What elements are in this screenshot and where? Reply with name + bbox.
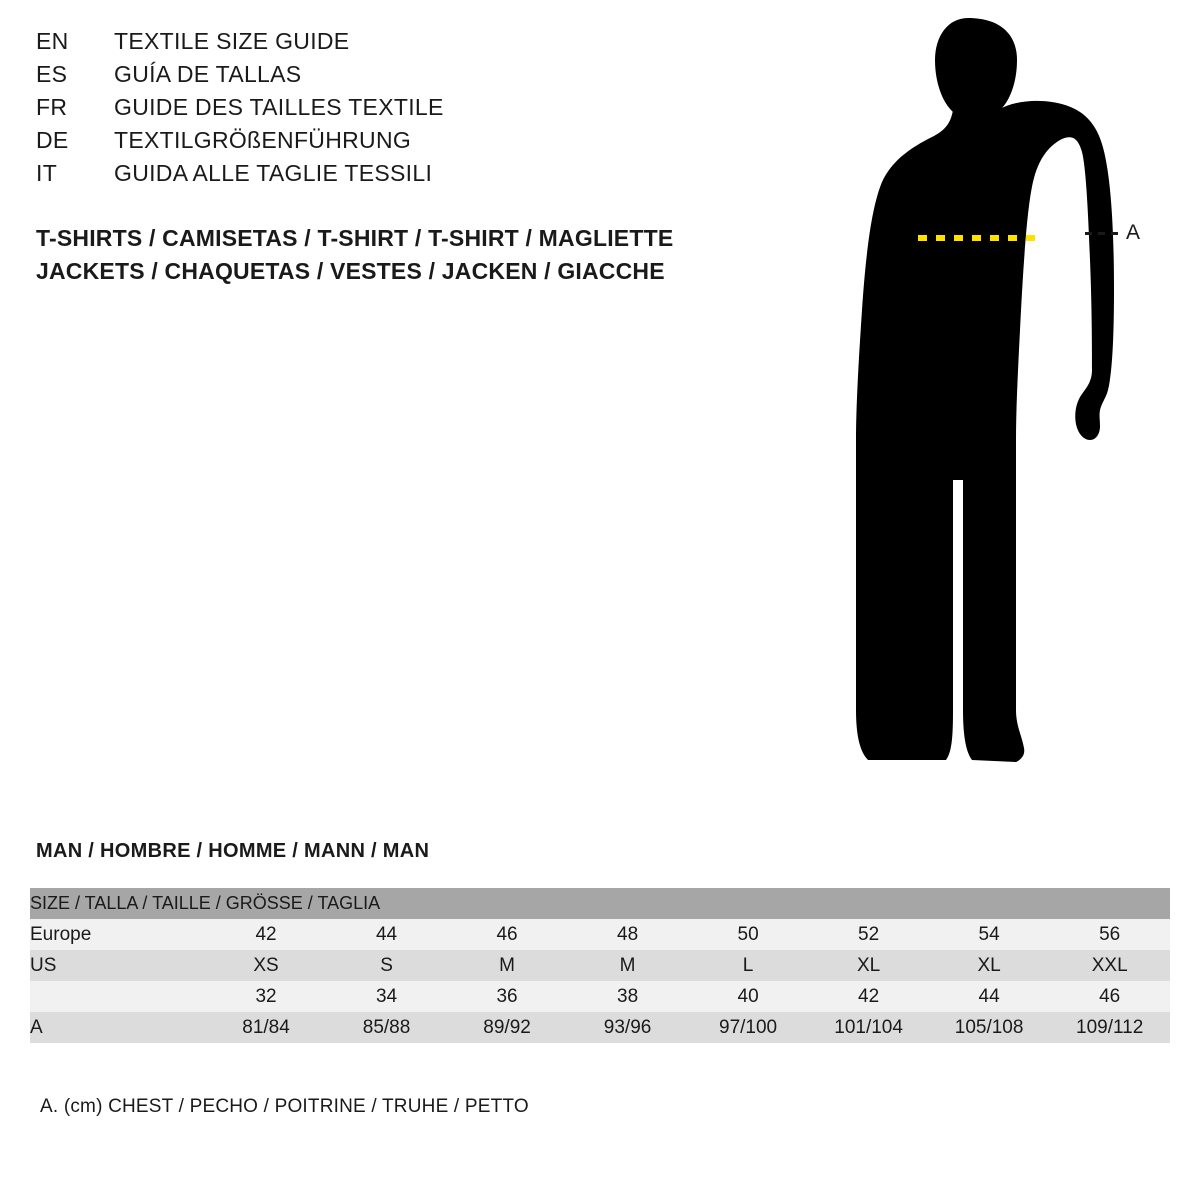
cell-value: M [567, 950, 688, 981]
cell-value: 85/88 [326, 1012, 447, 1043]
garment-type-jackets: JACKETS / CHAQUETAS / VESTES / JACKEN / GIACCHE [36, 258, 665, 284]
cell-value: 44 [929, 981, 1050, 1012]
cell-value: 36 [447, 981, 568, 1012]
cell-value: S [326, 950, 447, 981]
row-label-europe: Europe [30, 919, 206, 950]
garment-type-list [36, 222, 796, 288]
cell-value: XXL [1049, 950, 1170, 981]
cell-value: 81/84 [206, 1012, 327, 1043]
cell-value: 44 [326, 919, 447, 950]
language-text: GUÍA DE TALLAS [114, 61, 302, 87]
language-row [36, 160, 736, 193]
language-code: EN [36, 28, 69, 54]
cell-value: L [688, 950, 809, 981]
language-code: IT [36, 160, 58, 186]
row-label-us: US [30, 950, 206, 981]
row-label-blank [30, 981, 206, 1012]
table-section-title: MAN / HOMBRE / HOMME / MANN / MAN [36, 840, 430, 862]
cell-value: M [447, 950, 568, 981]
cell-value: 38 [567, 981, 688, 1012]
cell-value: 93/96 [567, 1012, 688, 1043]
cell-value: 32 [206, 981, 327, 1012]
language-text: GUIDE DES TAILLES TEXTILE [114, 94, 444, 120]
language-code: FR [36, 94, 68, 120]
language-text: TEXTILGRÖßENFÜHRUNG [114, 127, 412, 153]
garment-type-tshirts: T-SHIRTS / CAMISETAS / T-SHIRT / T-SHIRT / MAGLIETTE [36, 225, 674, 251]
measure-leader-dashes [1085, 232, 1119, 235]
cell-value: 42 [206, 919, 327, 950]
language-code: DE [36, 127, 69, 153]
cell-value: 34 [326, 981, 447, 1012]
language-row [36, 127, 736, 160]
language-row [36, 61, 736, 94]
cell-value: 40 [688, 981, 809, 1012]
cell-value: 46 [1049, 981, 1170, 1012]
silhouette-svg [820, 10, 1180, 800]
measure-label-a: A [1126, 221, 1141, 244]
cell-value: XS [206, 950, 327, 981]
cell-value: 52 [808, 919, 929, 950]
language-row [36, 94, 736, 127]
cell-value: 101/104 [808, 1012, 929, 1043]
cell-value: 46 [447, 919, 568, 950]
cell-value: 109/112 [1049, 1012, 1170, 1043]
language-row [36, 28, 736, 61]
cell-value: 56 [1049, 919, 1170, 950]
cell-value: 42 [808, 981, 929, 1012]
cell-value: 89/92 [447, 1012, 568, 1043]
language-text: GUIDA ALLE TAGLIE TESSILI [114, 160, 433, 186]
male-silhouette-illustration [820, 10, 1180, 800]
table-header-label: SIZE / TALLA / TAILLE / GRÖSSE / TAGLIA [30, 888, 1170, 919]
cell-value: 54 [929, 919, 1050, 950]
cell-value: 97/100 [688, 1012, 809, 1043]
cell-value: 50 [688, 919, 809, 950]
table-row [30, 919, 1170, 950]
language-code: ES [36, 61, 68, 87]
table-row [30, 981, 1170, 1012]
language-text: TEXTILE SIZE GUIDE [114, 28, 350, 54]
table-row [30, 950, 1170, 981]
table-row [30, 1012, 1170, 1043]
row-label-a: A [30, 1012, 206, 1043]
language-list [36, 28, 736, 193]
cell-value: XL [808, 950, 929, 981]
table-footnote: A. (cm) CHEST / PECHO / POITRINE / TRUHE / PETTO [40, 1096, 529, 1117]
cell-value: XL [929, 950, 1050, 981]
cell-value: 48 [567, 919, 688, 950]
size-table [30, 888, 1170, 1043]
cell-value: 105/108 [929, 1012, 1050, 1043]
table-header-row [30, 888, 1170, 919]
